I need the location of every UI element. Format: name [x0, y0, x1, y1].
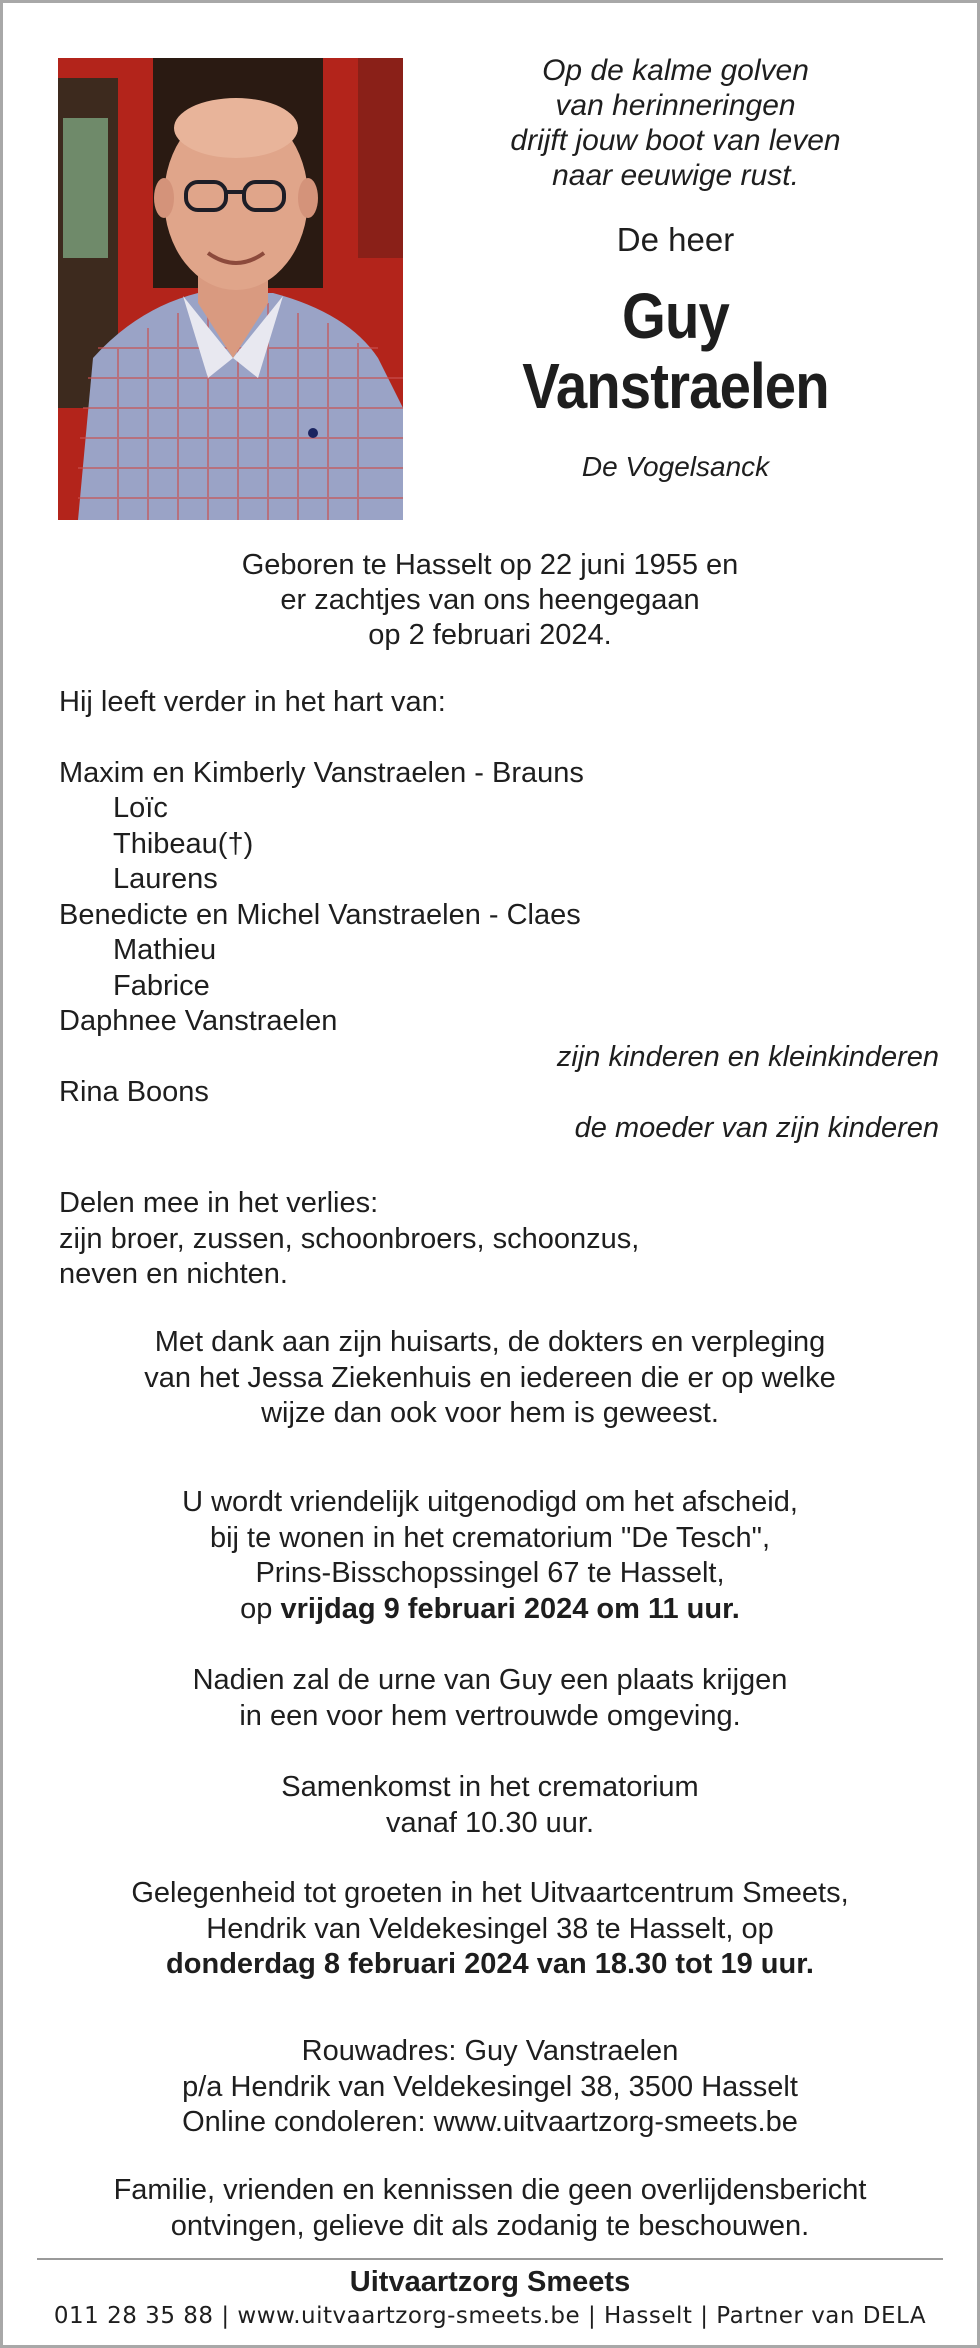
lives-on-intro: Hij leeft verder in het hart van: — [59, 686, 446, 718]
funeral-company-info: 011 28 35 88 | www.uitvaartzorg-smeets.be | Hasselt | Partner van DELA — [53, 2303, 927, 2329]
grandchild: Thibeau(†) — [113, 827, 254, 860]
poem-line: naar eeuwige rust. — [552, 159, 799, 192]
invitation — [3, 1485, 977, 1627]
relation-label: zijn kinderen en kleinkinderen — [556, 1040, 939, 1073]
address-line: Online condoleren: www.uitvaartzorg-smeets.be — [182, 2106, 798, 2138]
relation-label: de moeder van zijn kinderen — [574, 1111, 939, 1144]
visit-date: donderdag 8 februari 2024 van 18.30 tot 19 uur. — [166, 1948, 814, 1980]
born-line: er zachtjes van ons heengegaan — [280, 584, 700, 616]
poem-line: drijft jouw boot van leven — [510, 124, 841, 157]
visit-line: Hendrik van Veldekesingel 38 te Hasselt, op — [206, 1912, 774, 1945]
invite-line: U wordt vriendelijk uitgenodigd om het afscheid, — [182, 1486, 798, 1518]
family-list — [59, 685, 939, 1146]
address-line: p/a Hendrik van Veldekesingel 38, 3500 Hasselt — [182, 2070, 798, 2103]
share-loss-line: Delen mee in het verlies: — [59, 1187, 379, 1219]
poem-line: van herinneringen — [555, 89, 796, 122]
notice-line: Familie, vrienden en kennissen die geen overlijdensbericht — [113, 2174, 867, 2206]
residence: De Vogelsanck — [581, 451, 770, 482]
invite-line: Prins-Bisschopssingel 67 te Hasselt, — [255, 1557, 725, 1589]
thanks-line: van het Jessa Ziekenhuis en iedereen die er op welke — [144, 1361, 836, 1394]
gathering-line: vanaf 10.30 uur. — [386, 1806, 594, 1839]
poem — [408, 53, 943, 193]
share-loss-line: neven en nichten. — [59, 1258, 288, 1290]
grandchild: Loïc — [113, 792, 168, 824]
header-column — [408, 53, 943, 483]
thanks-line: wijze dan ook voor hem is geweest. — [261, 1397, 719, 1429]
born-line: op 2 februari 2024. — [368, 619, 612, 651]
visit-line: Gelegenheid tot groeten in het Uitvaartcentrum Smeets, — [131, 1877, 849, 1909]
urn-line: Nadien zal de urne van Guy een plaats krijgen — [192, 1664, 788, 1696]
notice-line: ontvingen, gelieve dit als zodanig te beschouwen. — [170, 2209, 810, 2242]
urn-info — [3, 1663, 977, 1734]
invite-line: bij te wonen in het crematorium "De Tesch", — [209, 1521, 771, 1554]
invite-date-prefix: op — [240, 1592, 281, 1625]
thanks — [3, 1325, 977, 1432]
share-loss — [59, 1186, 939, 1293]
grandchild: Fabrice — [113, 969, 210, 1002]
thanks-line: Met dank aan zijn huisarts, de dokters en verpleging — [154, 1326, 826, 1358]
urn-line: in een voor hem vertrouwde omgeving. — [239, 1699, 741, 1732]
family-couple: Benedicte en Michel Vanstraelen - Claes — [59, 898, 581, 931]
birth-death-info — [3, 548, 977, 653]
footer-divider — [37, 2258, 943, 2260]
invite-date-bold: vrijdag 9 februari 2024 om 11 uur. — [280, 1592, 740, 1625]
poem-line: Op de kalme golven — [542, 54, 809, 87]
gathering-line: Samenkomst in het crematorium — [281, 1771, 699, 1803]
portrait-photo — [58, 58, 403, 520]
invite-date — [3, 1592, 977, 1628]
portrait-illustration — [58, 58, 403, 520]
last-name: Vanstraelen — [522, 350, 829, 422]
born-line: Geboren te Hasselt op 22 juni 1955 en — [241, 549, 739, 581]
grandchild: Laurens — [113, 863, 218, 895]
title-prefix: De heer — [616, 221, 735, 258]
grandchild: Mathieu — [113, 934, 217, 966]
visitation-info — [3, 1876, 977, 1983]
notice — [3, 2173, 977, 2244]
share-loss-line: zijn broer, zussen, schoonbroers, schoonzus, — [59, 1222, 640, 1255]
funeral-company: Uitvaartzorg Smeets — [349, 2266, 631, 2298]
deceased-name — [440, 281, 911, 421]
family-couple: Maxim en Kimberly Vanstraelen - Brauns — [59, 756, 584, 789]
family-single: Daphnee Vanstraelen — [59, 1005, 338, 1037]
gathering-info — [3, 1770, 977, 1841]
first-name: Guy — [622, 280, 729, 352]
address-line: Rouwadres: Guy Vanstraelen — [301, 2035, 679, 2067]
partner-name: Rina Boons — [59, 1076, 209, 1108]
mourning-address — [3, 2034, 977, 2141]
